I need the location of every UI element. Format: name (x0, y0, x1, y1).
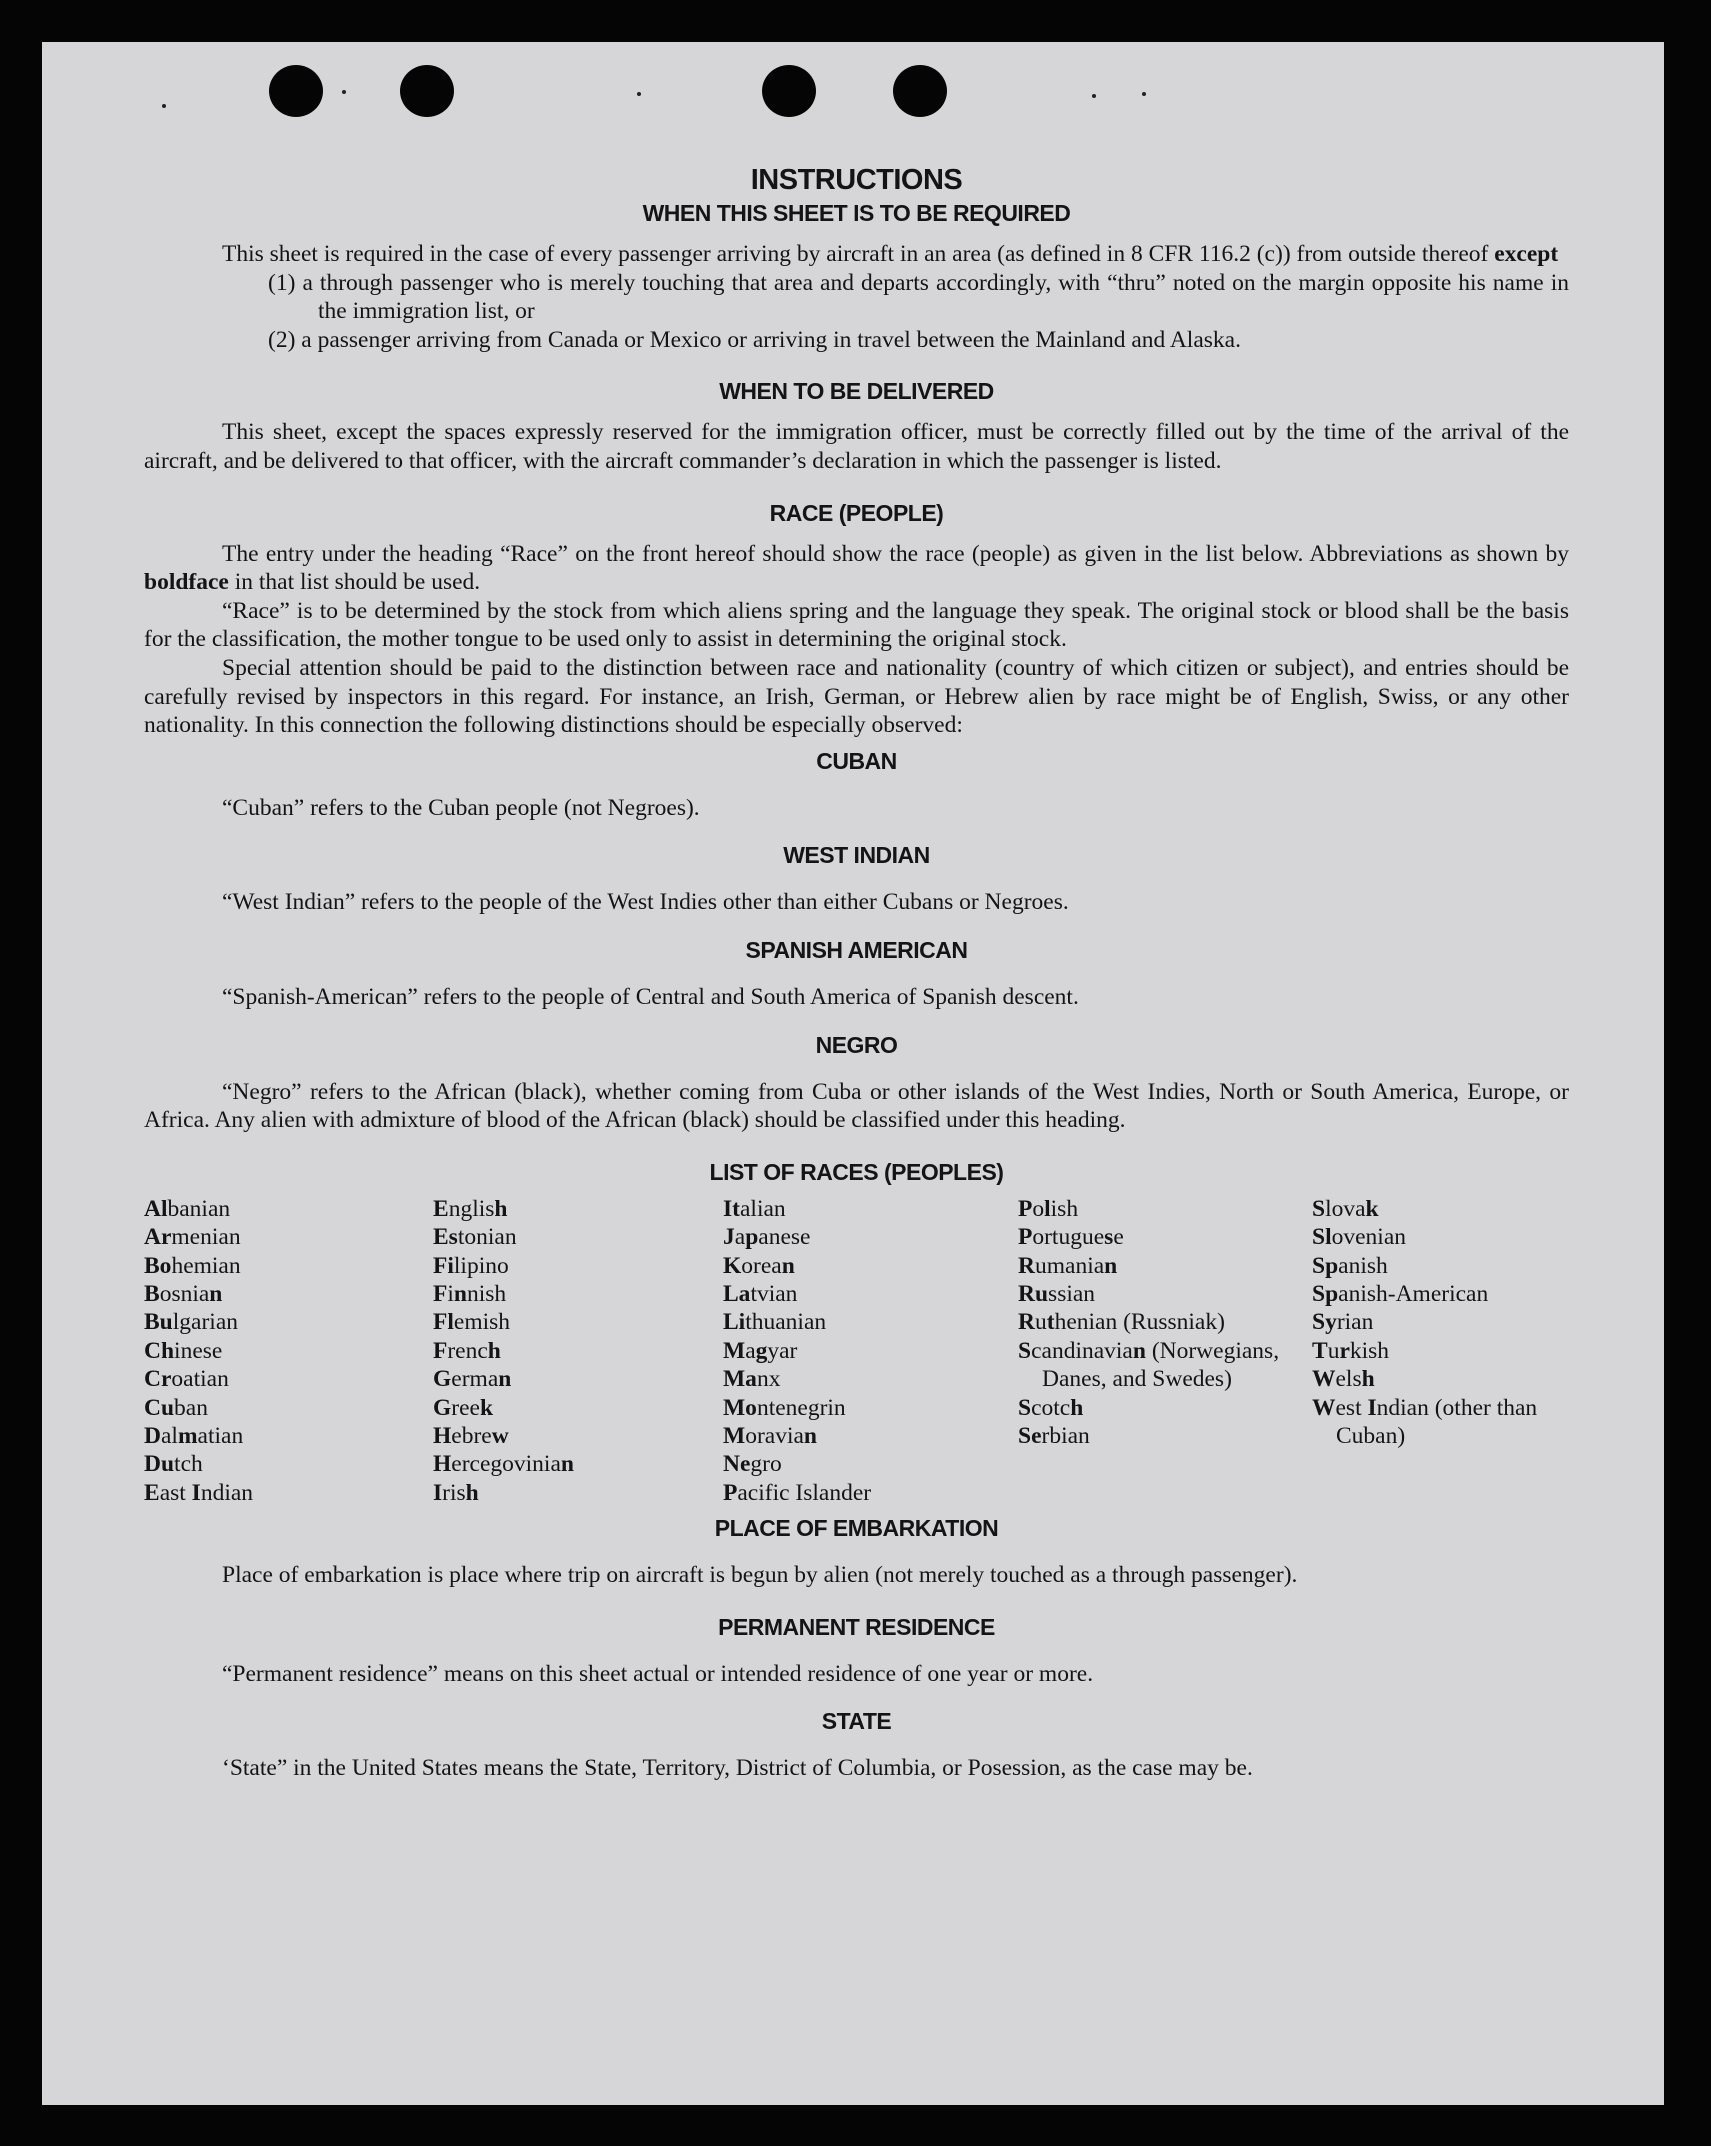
section-heading-when-delivered: WHEN TO BE DELIVERED (719, 378, 994, 405)
section-heading-state: STATE (821, 1708, 892, 1735)
race-entry: German (433, 1366, 512, 1393)
instructions-body (144, 158, 1569, 1783)
race-entry: Scandinavian (Norwegians, Danes, and Swedes) (1018, 1337, 1285, 1393)
dust-speck (1092, 94, 1096, 98)
section-heading-race: RACE (PEOPLE) (769, 499, 944, 526)
punch-hole (400, 65, 454, 117)
section-heading-cuban: CUBAN (816, 747, 897, 774)
race-entry: Albanian (144, 1195, 231, 1222)
state-text: ‘State” in the United States means the State, Territory, District of Columbia, or Posession, as the case may be. (222, 1755, 1253, 1782)
race-entry: Slovak (1312, 1195, 1379, 1222)
race-entry: Rumanian (1018, 1252, 1118, 1279)
race-entry: Croatian (144, 1366, 229, 1393)
races-column (433, 1195, 723, 1507)
document-page (42, 42, 1664, 2105)
cuban-text: “Cuban” refers to the Cuban people (not Negroes). (222, 794, 700, 821)
race-entry: Welsh (1312, 1366, 1375, 1393)
race-entry: Estonian (433, 1224, 517, 1251)
embarkation-text: Place of embarkation is place where trip on aircraft is begun by alien (not merely touched as a through passenger). (222, 1562, 1298, 1589)
section-heading-negro: NEGRO (815, 1031, 898, 1058)
negro-text: “Negro” refers to the African (black), whether coming from Cuba or other islands of the West Indies, North or South America, Europe, or Africa. Any alien with admixture of blood of the African (black) should be classified under this heading. (144, 1078, 1569, 1134)
section-heading-spanish-american: SPANISH AMERICAN (745, 936, 968, 963)
race-entry: Italian (723, 1195, 786, 1222)
race-entry: Slovenian (1312, 1224, 1406, 1251)
page-title: INSTRUCTIONS (750, 164, 963, 196)
race-entry: Dutch (144, 1451, 203, 1478)
section-heading-embarkation: PLACE OF EMBARKATION (714, 1515, 999, 1542)
race-entry: Spanish-American (1312, 1280, 1489, 1307)
race-entry: Cuban (144, 1394, 208, 1421)
race-entry: West Indian (other than Cuban) (1312, 1394, 1544, 1449)
race-entry: Negro (723, 1451, 782, 1478)
race-paragraph-2: “Race” is to be determined by the stock from which aliens spring and the language they speak. The original stock or blood shall be the basis for the classification, the mother tongue to be used only to assist in determining the original stock. (144, 597, 1569, 653)
dust-speck (162, 104, 166, 108)
race-entry: Bohemian (144, 1252, 241, 1279)
dust-speck (637, 92, 641, 96)
race-entry: Moravian (723, 1422, 817, 1449)
punch-hole (762, 65, 816, 117)
race-entry: Pacific Islander (723, 1479, 872, 1506)
race-entry: Japanese (723, 1224, 811, 1251)
race-entry: Filipino (433, 1252, 509, 1279)
race-entry: Irish (433, 1479, 479, 1506)
races-column (1312, 1195, 1569, 1507)
race-entry: Latvian (723, 1280, 798, 1307)
race-entry: Ruthenian (Russniak) (1018, 1309, 1225, 1336)
race-entry: Hebrew (433, 1422, 509, 1449)
race-entry: Chinese (144, 1337, 223, 1364)
race-entry: Magyar (723, 1337, 798, 1364)
race-entry: Portuguese (1018, 1224, 1124, 1251)
section-heading-permanent-residence: PERMANENT RESIDENCE (718, 1613, 995, 1640)
races-column (723, 1195, 1018, 1507)
spanish-american-text: “Spanish-American” refers to the people of Central and South America of Spanish descent. (222, 983, 1079, 1010)
race-entry: Greek (433, 1394, 494, 1421)
races-list (144, 1195, 1569, 1507)
punch-hole (893, 65, 947, 117)
race-entry: Korean (723, 1252, 795, 1279)
races-column (144, 1195, 433, 1507)
race-entry: Syrian (1312, 1309, 1374, 1336)
when-required-intro: This sheet is required in the case of every passenger arriving by aircraft in an area (as defined in 8 CFR 116.2 (c)) from outside thereof except (222, 241, 1559, 267)
race-entry: Spanish (1312, 1252, 1388, 1279)
dust-speck (342, 90, 346, 94)
race-paragraph-1: The entry under the heading “Race” on the front hereof should show the race (people) as given in the list below. Abbreviations as shown by boldface in that list should be used. (144, 540, 1569, 596)
race-entry: Turkish (1312, 1337, 1390, 1364)
section-heading-west-indian: WEST INDIAN (783, 842, 930, 869)
race-paragraph-3: Special attention should be paid to the distinction between race and nationality (country of which citizen or subject), and entries should be carefully revised by inspectors in this regard. For instance, an Irish, German, or Hebrew alien by race might be of English, Swiss, or any other nationality. In this connection the following distinctions should be especially observed: (144, 654, 1569, 739)
race-entry: Bosnian (144, 1280, 223, 1307)
race-entry: Lithuanian (723, 1309, 827, 1336)
race-entry: Flemish (433, 1309, 511, 1336)
race-entry: Armenian (144, 1224, 241, 1251)
west-indian-text: “West Indian” refers to the people of the West Indies other than either Cubans or Negroes. (222, 889, 1069, 916)
race-entry: East Indian (144, 1479, 254, 1506)
punch-hole (269, 65, 323, 117)
exception-item-1: (1) a through passenger who is merely touching that area and departs accordingly, with “thru” noted on the margin opposite his name in the immigration list, or (268, 269, 1569, 325)
race-entry: Finnish (433, 1280, 507, 1307)
race-entry: Hercegovinian (433, 1451, 574, 1478)
when-delivered-text: This sheet, except the spaces expressly reserved for the immigration officer, must be correctly filled out by the time of the arrival of the aircraft, and be delivered to that officer, with the aircraft commander’s declaration in which the passenger is listed. (144, 419, 1569, 474)
races-column (1018, 1195, 1312, 1507)
exception-item-2: (2) a passenger arriving from Canada or Mexico or arriving in travel between the Mainland and Alaska. (268, 326, 1241, 353)
section-heading-list-of-races: LIST OF RACES (PEOPLES) (709, 1158, 1004, 1185)
race-entry: Polish (1018, 1195, 1079, 1222)
race-entry: Serbian (1018, 1422, 1090, 1449)
race-entry: French (433, 1337, 501, 1364)
race-entry: Scotch (1018, 1394, 1084, 1421)
dust-speck (1142, 92, 1146, 96)
race-entry: Manx (723, 1366, 781, 1393)
race-entry: Russian (1018, 1280, 1096, 1307)
section-heading-when-required: WHEN THIS SHEET IS TO BE REQUIRED (642, 200, 1071, 226)
race-entry: Bulgarian (144, 1309, 238, 1336)
race-entry: Montenegrin (723, 1394, 846, 1421)
permanent-residence-text: “Permanent residence” means on this sheet actual or intended residence of one year or more. (222, 1660, 1094, 1687)
race-entry: English (433, 1195, 508, 1222)
race-entry: Dalmatian (144, 1422, 244, 1449)
